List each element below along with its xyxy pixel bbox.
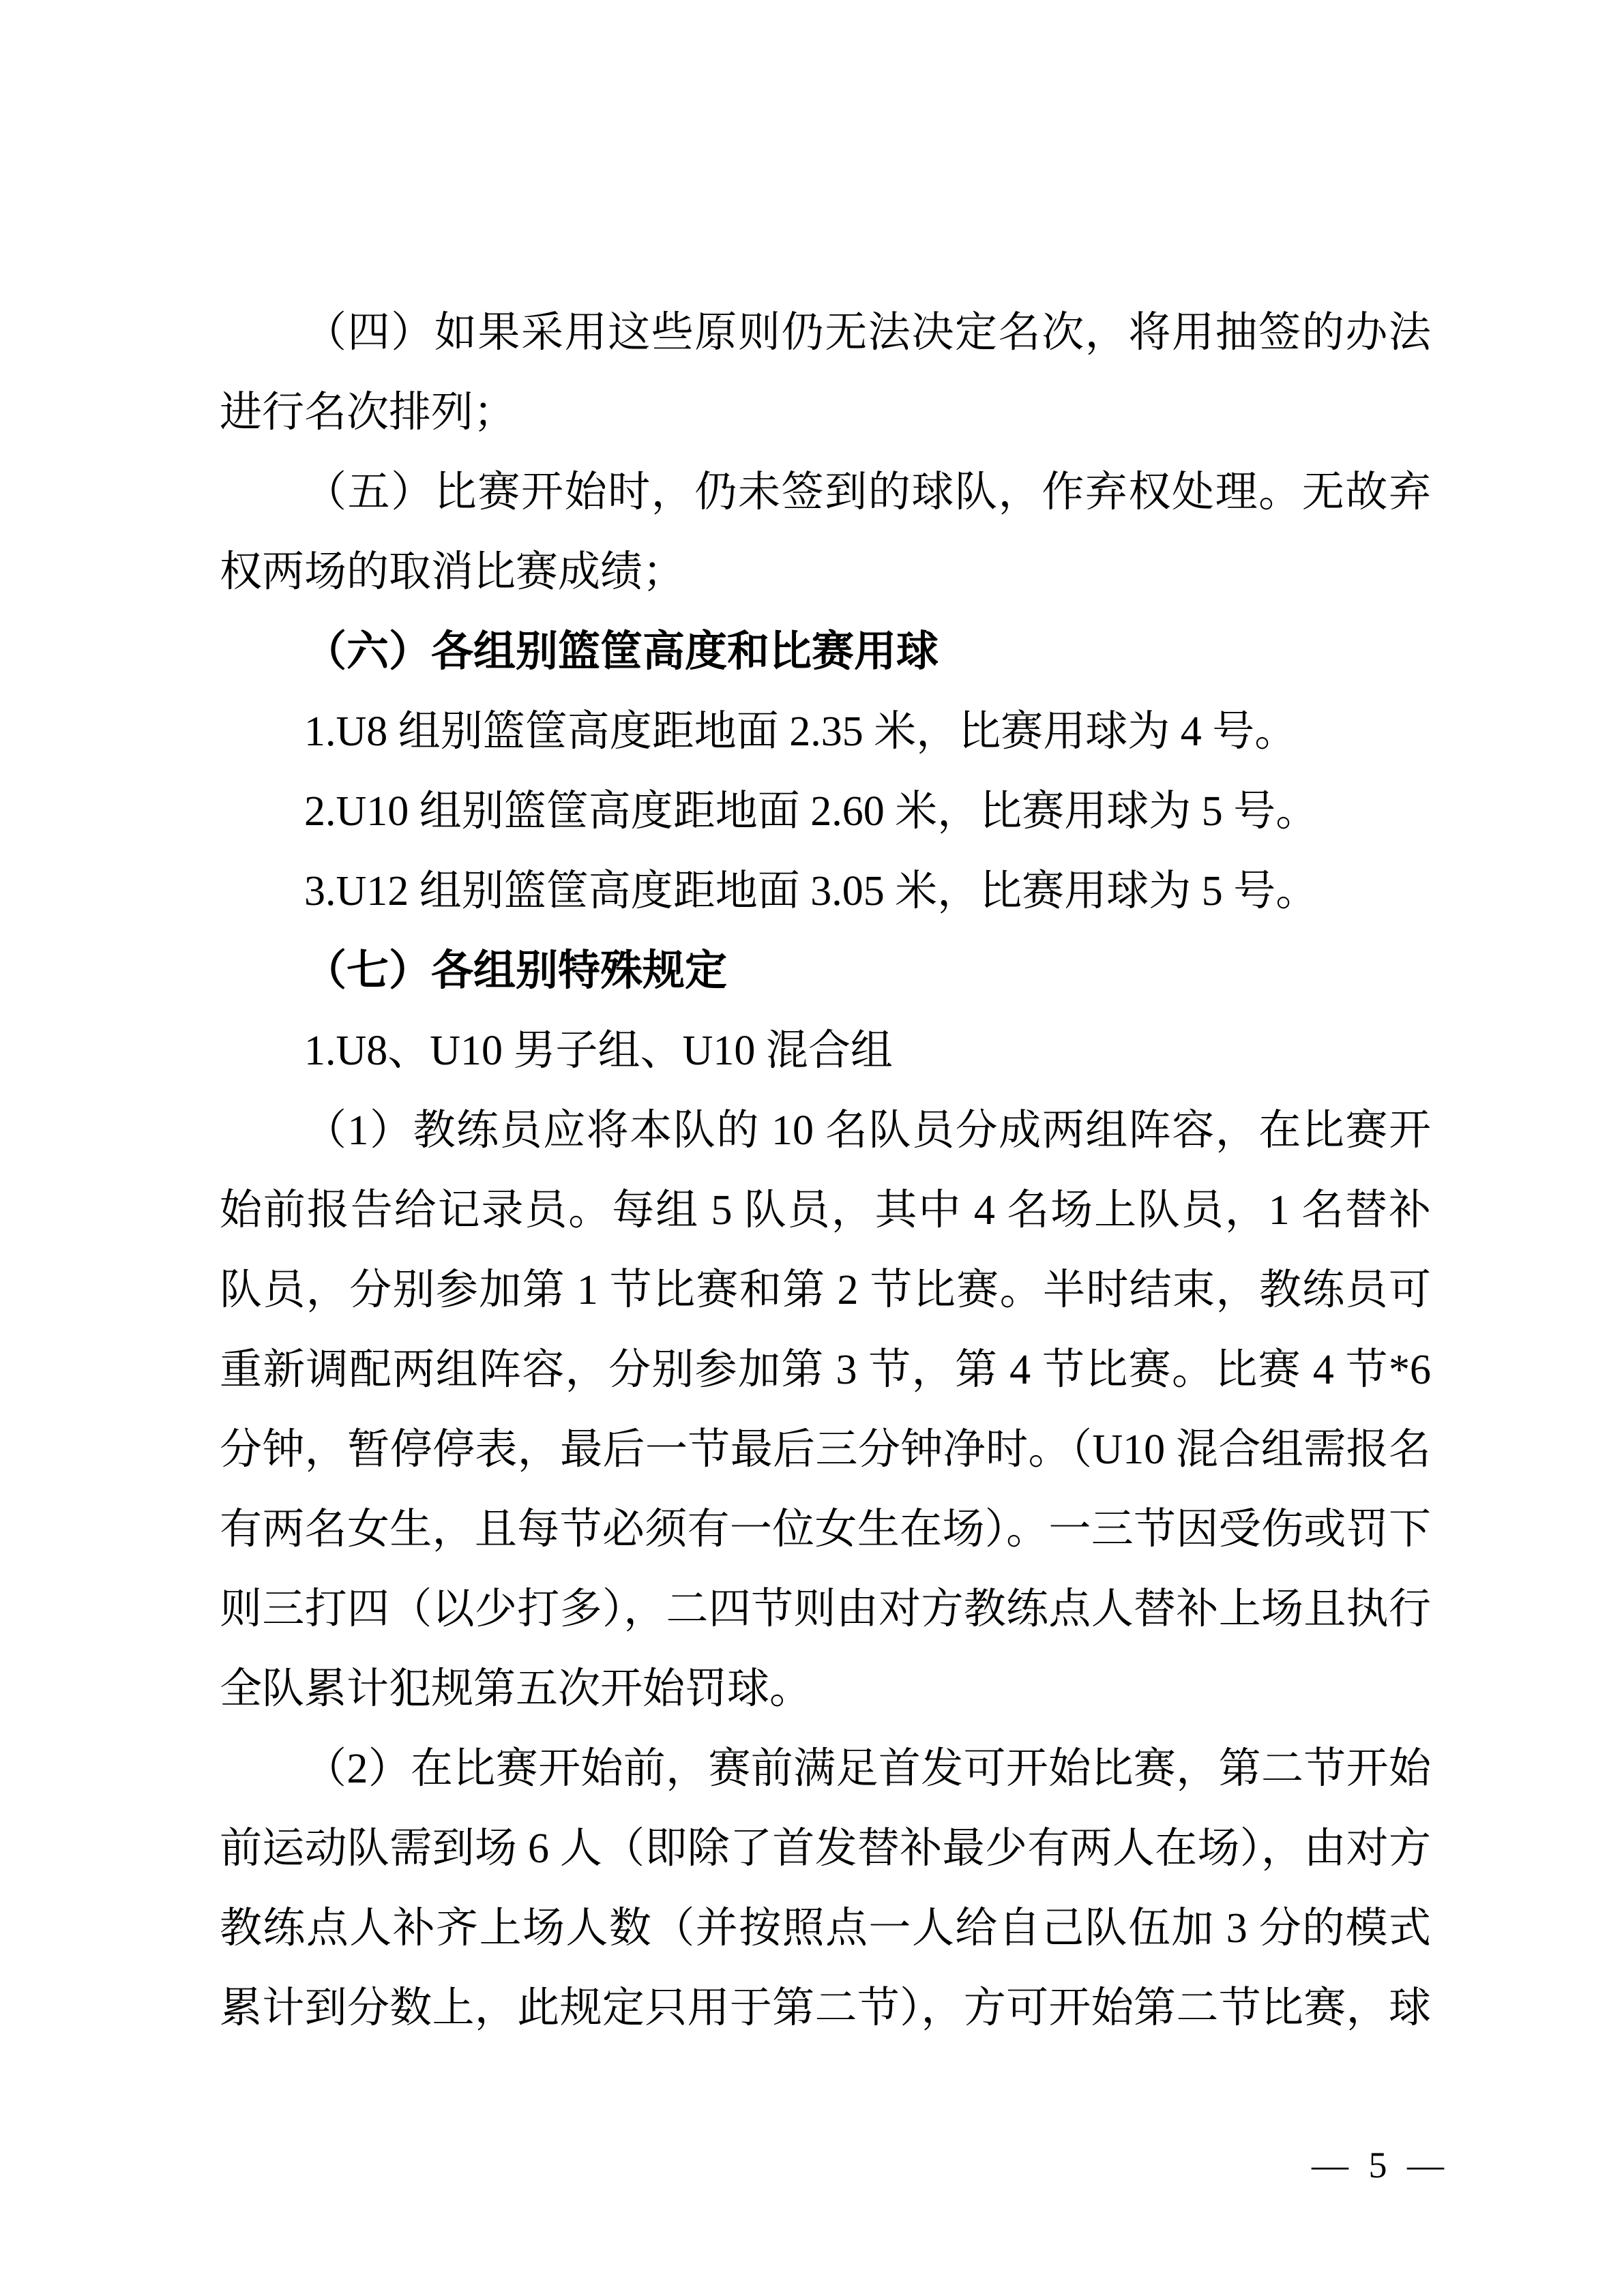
paragraph-line: 队员，分别参加第 1 节比赛和第 2 节比赛。半时结束，教练员可 xyxy=(220,1267,1431,1313)
paragraph-line: 有两名女生，且每节必须有一位女生在场）。一三节因受伤或罚下 xyxy=(220,1506,1431,1553)
paragraph-line: 则三打四（以少打多），二四节则由对方教练点人替补上场且执行 xyxy=(220,1586,1431,1632)
paragraph-line: 累计到分数上，此规定只用于第二节），方可开始第二节比赛，球 xyxy=(220,1985,1431,2031)
list-item: 1.U8、U10 男子组、U10 混合组 xyxy=(304,1028,893,1074)
paragraph-line: 始前报告给记录员。每组 5 队员，其中 4 名场上队员，1 名替补 xyxy=(220,1187,1431,1234)
list-item: 2.U10 组别篮筐高度距地面 2.60 米，比赛用球为 5 号。 xyxy=(304,788,1318,835)
paragraph-line: 全队累计犯规第五次开始罚球。 xyxy=(220,1666,812,1712)
paragraph-line: （四）如果采用这些原则仍无法决定名次，将用抽签的办法 xyxy=(304,310,1431,356)
list-item: 1.U8 组别篮筐高度距地面 2.35 米，比赛用球为 4 号。 xyxy=(304,709,1297,755)
page-number: — 5 — xyxy=(1312,2145,1449,2186)
section-heading: （七）各组别特殊规定 xyxy=(304,948,728,994)
paragraph-line: 重新调配两组阵容，分别参加第 3 节，第 4 节比赛。比赛 4 节*6 xyxy=(220,1347,1431,1393)
page-footer xyxy=(1312,2145,1449,2186)
paragraph-line: （2）在比赛开始前，赛前满足首发可开始比赛，第二节开始 xyxy=(304,1746,1431,1792)
document-body xyxy=(220,293,1431,2048)
paragraph-line: （1）教练员应将本队的 10 名队员分成两组阵容，在比赛开 xyxy=(304,1107,1431,1154)
paragraph-line: （五）比赛开始时，仍未签到的球队，作弃权处理。无故弃 xyxy=(304,469,1431,516)
paragraph-line: 教练点人补齐上场人数（并按照点一人给自己队伍加 3 分的模式 xyxy=(220,1905,1431,1952)
paragraph-line: 前运动队需到场 6 人（即除了首发替补最少有两人在场），由对方 xyxy=(220,1825,1431,1872)
section-heading: （六）各组别篮筐高度和比赛用球 xyxy=(304,629,939,675)
paragraph-line: 分钟，暂停停表，最后一节最后三分钟净时。（U10 混合组需报名 xyxy=(220,1427,1431,1473)
list-item: 3.U12 组别篮筐高度距地面 3.05 米，比赛用球为 5 号。 xyxy=(304,868,1318,914)
paragraph-line: 权两场的取消比赛成绩； xyxy=(220,549,685,595)
paragraph-line: 进行名次排列； xyxy=(220,389,516,436)
